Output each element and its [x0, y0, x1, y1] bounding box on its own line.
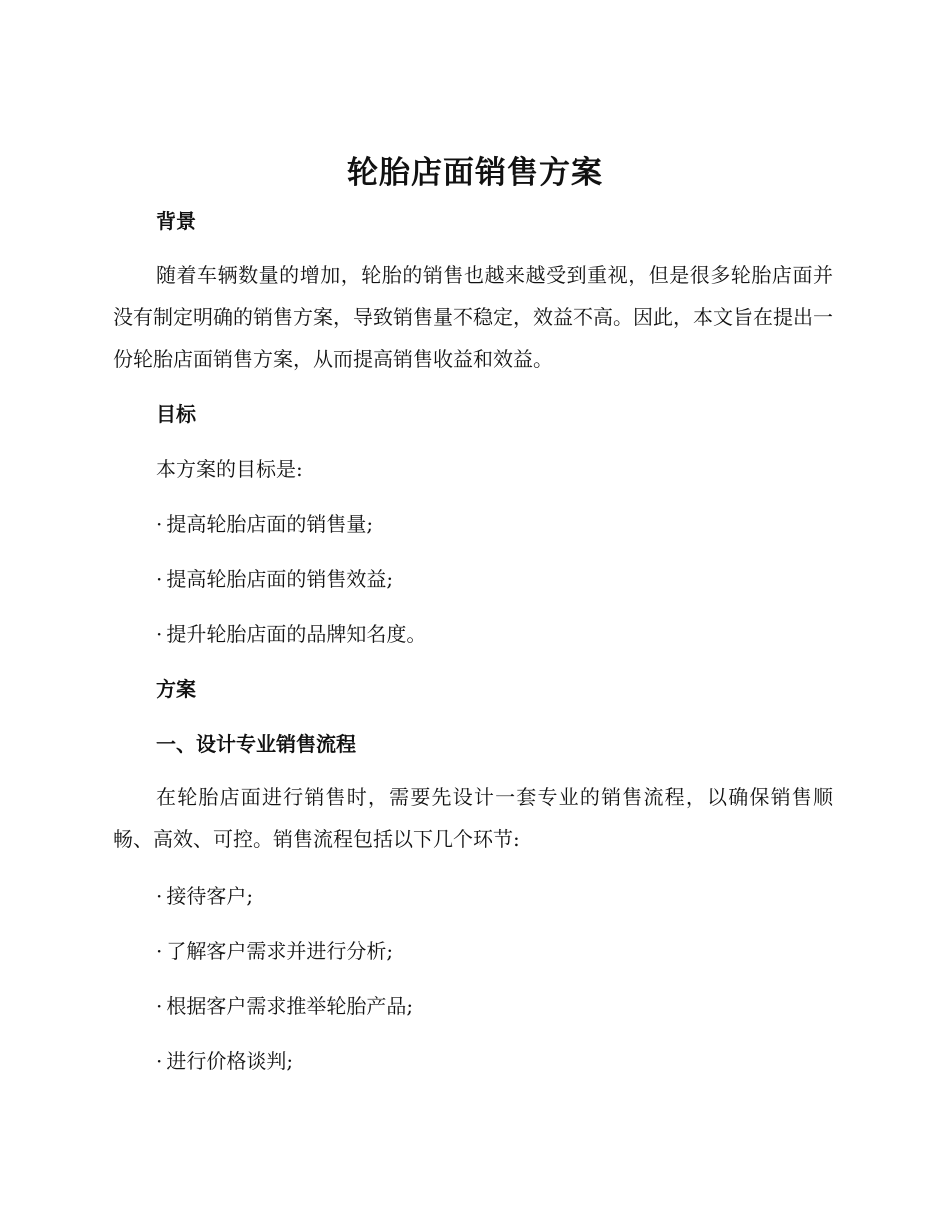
bullet-dot: ·	[156, 567, 163, 591]
section-heading-background: 背景	[156, 209, 196, 233]
list-item	[156, 936, 393, 966]
bullet-dot: ·	[156, 994, 163, 1018]
list-item-text: 提升轮胎店面的品牌知名度。	[166, 622, 427, 646]
list-item-text: 了解客户需求并进行分析;	[166, 939, 394, 963]
list-item	[156, 991, 413, 1021]
goals-intro: 本方案的目标是:	[156, 457, 303, 481]
list-item	[156, 619, 426, 649]
section-heading-plan: 方案	[156, 677, 196, 701]
plan-subheading: 一、设计专业销售流程	[156, 732, 356, 756]
list-item	[156, 509, 373, 539]
list-item-text: 提高轮胎店面的销售效益;	[166, 567, 394, 591]
background-paragraph: 随着车辆数量的增加，轮胎的销售也越来越受到重视，但是很多轮胎店面并没有制定明确的销售方案，导致销售量不稳定，效益不高。因此，本文旨在提出一份轮胎店面销售方案，从而提高销售收益和效益。	[113, 263, 833, 371]
list-item-text: 进行价格谈判;	[166, 1049, 294, 1073]
list-item	[156, 564, 393, 594]
bullet-dot: ·	[156, 512, 163, 536]
list-item-text: 接待客户;	[166, 884, 254, 908]
bullet-dot: ·	[156, 939, 163, 963]
bullet-dot: ·	[156, 1049, 163, 1073]
list-item	[156, 1046, 293, 1076]
bullet-dot: ·	[156, 884, 163, 908]
bullet-dot: ·	[156, 622, 163, 646]
plan-paragraph: 在轮胎店面进行销售时，需要先设计一套专业的销售流程，以确保销售顺畅、高效、可控。销售流程包括以下几个环节:	[113, 785, 833, 851]
list-item-text: 提高轮胎店面的销售量;	[166, 512, 374, 536]
list-item	[156, 881, 253, 911]
list-item-text: 根据客户需求推举轮胎产品;	[166, 994, 414, 1018]
document-title: 轮胎店面销售方案	[347, 155, 603, 191]
section-heading-goals: 目标	[156, 402, 196, 426]
